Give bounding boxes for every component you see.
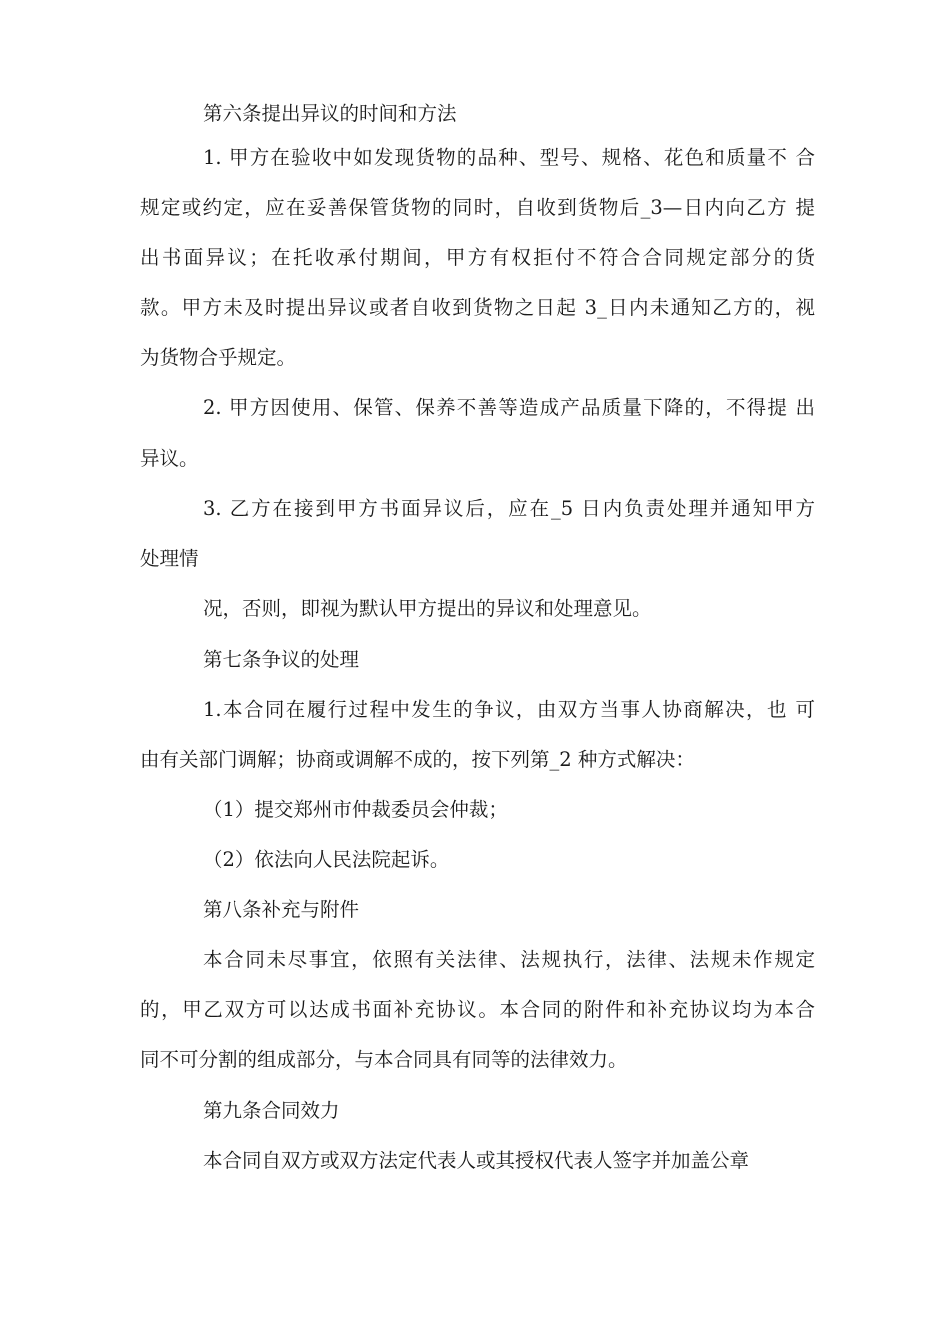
paragraph-line: 况，否则，即视为默认甲方提出的异议和处理意见。 [203, 597, 652, 620]
paragraph-line: 的，甲乙双方可以达成书面补充协议。本合同的附件和补充协议均为本合 [140, 998, 815, 1021]
paragraph-line: 为货物合乎规定。 [140, 346, 297, 369]
option-item: （1）提交郑州市仲裁委员会仲裁； [203, 798, 508, 821]
paragraph-line: 处理情 [140, 547, 199, 570]
paragraph-line: 1.本合同在履行过程中发生的争议，由双方当事人协商解决，也 可 [203, 698, 815, 721]
paragraph-line: 款。甲方未及时提出异议或者自收到货物之日起 3_日内未通知乙方的，视 [140, 296, 815, 319]
paragraph-line: 1. 甲方在验收中如发现货物的品种、型号、规格、花色和质量不 合 [203, 146, 815, 169]
paragraph-line: 本合同未尽事宜，依照有关法律、法规执行，法律、法规未作规定 [203, 948, 815, 971]
paragraph-line: 出书面异议；在托收承付期间，甲方有权拒付不符合合同规定部分的货 [140, 246, 815, 269]
option-item: （2）依法向人民法院起诉。 [203, 848, 450, 871]
paragraph-line: 本合同自双方或双方法定代表人或其授权代表人签字并加盖公章 [203, 1149, 750, 1172]
article-6-heading: 第六条提出异议的时间和方法 [203, 102, 457, 125]
paragraph-line: 异议。 [140, 447, 199, 470]
paragraph-line: 2. 甲方因使用、保管、保养不善等造成产品质量下降的，不得提 出 [203, 396, 815, 419]
paragraph-line: 由有关部门调解；协商或调解不成的，按下列第_2 种方式解决： [140, 748, 695, 771]
article-9-heading: 第九条合同效力 [203, 1099, 340, 1122]
paragraph-line: 规定或约定，应在妥善保管货物的同时，自收到货物后_3—日内向乙方 提 [140, 196, 815, 219]
paragraph-line: 3. 乙方在接到甲方书面异议后，应在_5 日内负责处理并通知甲方 [203, 497, 815, 520]
paragraph-line: 同不可分割的组成部分，与本合同具有同等的法律效力。 [140, 1048, 628, 1071]
article-8-heading: 第八条补充与附件 [203, 898, 360, 921]
article-7-heading: 第七条争议的处理 [203, 648, 360, 671]
